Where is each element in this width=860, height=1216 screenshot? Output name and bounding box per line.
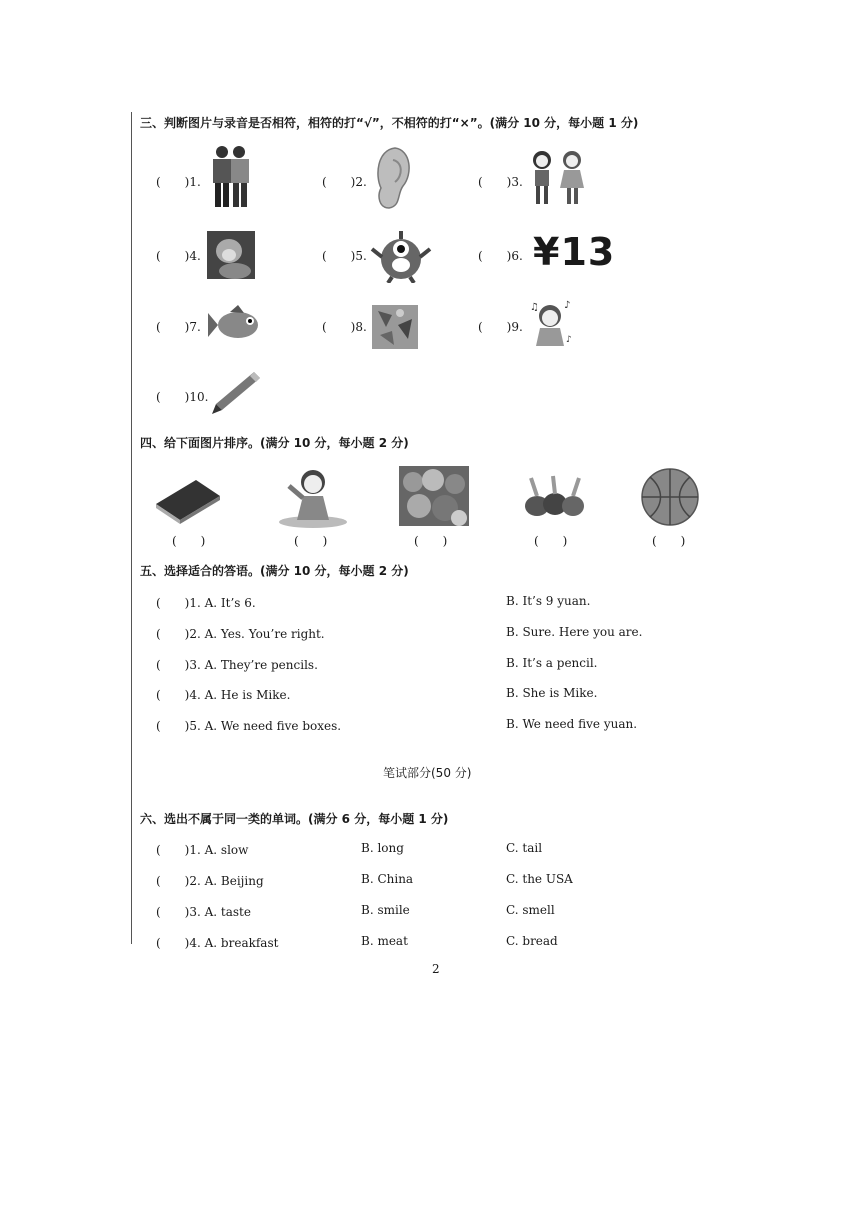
s6-item-4-b: B. meat	[361, 934, 408, 948]
monster-icon	[370, 229, 432, 283]
s4-blank-2: ( )	[294, 534, 328, 548]
s3-item-6-label: ( )6.	[478, 249, 523, 263]
s3-item-3-label: ( )3.	[478, 175, 523, 189]
s5-item-3-a: ( )3. A. They’re pencils.	[156, 658, 318, 672]
s6-item-2-c: C. the USA	[506, 872, 573, 886]
s5-item-2-a: ( )2. A. Yes. You’re right.	[156, 627, 325, 641]
s6-item-2-b: B. China	[361, 872, 414, 886]
basketball-icon	[640, 467, 700, 527]
s5-item-3-b: B. It’s a pencil.	[506, 656, 598, 670]
s4-blank-4: ( )	[534, 534, 568, 548]
singing-girl-icon	[528, 298, 574, 354]
fish-icon	[208, 303, 264, 347]
s3-item-8-label: ( )8.	[322, 320, 367, 334]
ear-icon	[373, 146, 413, 210]
lamb-chops-icon	[521, 474, 587, 522]
s4-blank-3: ( )	[414, 534, 448, 548]
s3-item-10-label: ( )10.	[156, 390, 209, 404]
s4-blank-1: ( )	[172, 534, 206, 548]
book-icon	[152, 474, 222, 524]
s6-item-1-c: C. tail	[506, 841, 543, 855]
page-number: 2	[432, 962, 440, 976]
s3-item-5-label: ( )5.	[322, 249, 367, 263]
s5-item-1-b: B. It’s 9 yuan.	[506, 594, 591, 608]
s6-item-4-a: ( )4. A. breakfast	[156, 936, 279, 950]
s4-blank-5: ( )	[652, 534, 686, 548]
s5-item-1-a: ( )1. A. It’s 6.	[156, 596, 256, 610]
monkey-icon	[207, 231, 255, 279]
binding-margin-line	[131, 112, 132, 944]
pencil-icon	[210, 370, 262, 416]
s3-item-4-label: ( )4.	[156, 249, 201, 263]
s6-item-3-c: C. smell	[506, 903, 555, 917]
s6-item-1-a: ( )1. A. slow	[156, 843, 249, 857]
s5-item-4-a: ( )4. A. He is Mike.	[156, 688, 291, 702]
two-men-icon	[205, 144, 255, 210]
s6-item-2-a: ( )2. A. Beijing	[156, 874, 264, 888]
svg-text:♪: ♪	[566, 335, 572, 345]
section4-heading: 四、给下面图片排序。(满分 10 分，每小题 2 分)	[140, 436, 409, 450]
s3-item-1-label: ( )1.	[156, 175, 201, 189]
svg-text:♪: ♪	[564, 300, 571, 311]
s6-item-3-b: B. smile	[361, 903, 410, 917]
written-part-title: 笔试部分(50 分)	[383, 766, 472, 780]
s3-item-7-label: ( )7.	[156, 320, 201, 334]
s3-item-2-label: ( )2.	[322, 175, 367, 189]
s5-item-5-b: B. We need five yuan.	[506, 717, 638, 731]
s5-item-4-b: B. She is Mike.	[506, 686, 598, 700]
s6-item-1-b: B. long	[361, 841, 404, 855]
s6-item-4-c: C. bread	[506, 934, 558, 948]
s5-item-2-b: B. Sure. Here you are.	[506, 625, 643, 639]
autumn-leaves-icon	[372, 305, 418, 349]
section6-heading: 六、选出不属于同一类的单词。(满分 6 分，每小题 1 分)	[140, 812, 449, 826]
section5-heading: 五、选择适合的答语。(满分 10 分，每小题 2 分)	[140, 564, 409, 578]
section3-heading: 三、判断图片与录音是否相符，相符的打“√”，不相符的打“×”。(满分 10 分，每小题 1 分)	[140, 116, 639, 130]
s5-item-5-a: ( )5. A. We need five boxes.	[156, 719, 342, 733]
s6-item-3-a: ( )3. A. taste	[156, 905, 251, 919]
s3-item-9-label: ( )9.	[478, 320, 523, 334]
boy-and-girl-icon	[528, 148, 590, 208]
svg-text:♫: ♫	[530, 302, 539, 313]
price-text: ¥13	[533, 230, 616, 274]
girl-waving-icon	[277, 466, 349, 528]
fruit-icon	[399, 466, 469, 526]
